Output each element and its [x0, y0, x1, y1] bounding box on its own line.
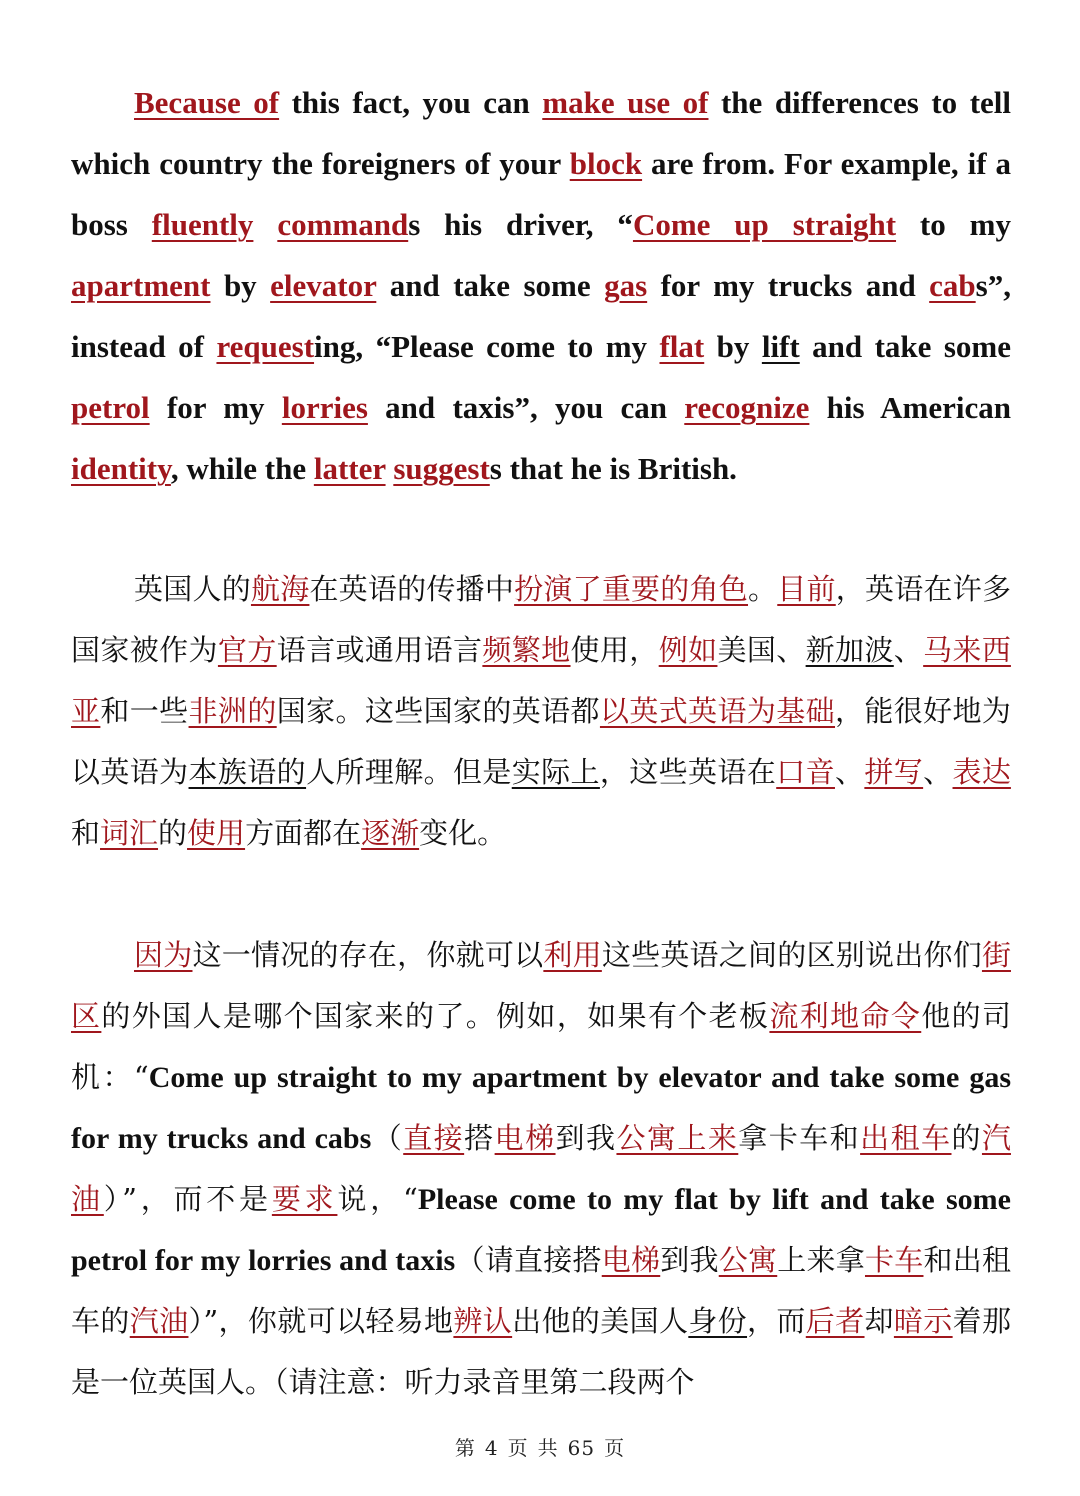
keyword-highlight: 扮演了重要的角色 [514, 572, 749, 606]
text-run: 、 [834, 755, 865, 789]
keyword-highlight: 例如 [658, 633, 718, 667]
text-run: and take some [376, 268, 605, 303]
keyword-highlight: 出租车 [860, 1121, 952, 1155]
text-run: ，这些英语在 [599, 755, 777, 789]
keyword-highlight: identity [71, 451, 171, 486]
text-run: the differences to tell which country the foreigners of your [71, 85, 1011, 181]
text-run: , while the [170, 451, 314, 486]
text-run: by [210, 268, 271, 303]
text-run: s his driver, “ [408, 207, 633, 242]
keyword-highlight: 使用 [187, 816, 246, 850]
underlined-text: 身份 [688, 1304, 748, 1338]
keyword-highlight: 电梯 [601, 1243, 661, 1277]
text-run: （ [371, 1121, 404, 1155]
text-run: 上来拿 [777, 1243, 865, 1277]
footer-page-number: 4 [484, 1436, 499, 1460]
text-run: 。 [748, 572, 778, 606]
text-run: 这一情况的存在，你就可以 [192, 938, 544, 972]
keyword-highlight: 公寓上来 [616, 1121, 739, 1155]
text-run: ）”，你就可以轻易地 [188, 1304, 454, 1338]
text-run: 美国、 [717, 633, 806, 667]
text-run: this fact, you can [279, 85, 543, 120]
text-run: s that he is British. [489, 451, 737, 486]
keyword-highlight: 汽油 [71, 1121, 1011, 1216]
text-run: and take some [799, 329, 1011, 364]
text-run: are from. For example, if a boss [71, 146, 1011, 242]
keyword-highlight: 卡车 [864, 1243, 924, 1277]
text-run: for my [149, 390, 282, 425]
text-run: Please come to my flat by lift and take some petrol for my lorries and taxis [71, 1183, 1011, 1277]
text-run: ，而 [747, 1304, 806, 1338]
keyword-highlight: 直接 [403, 1121, 465, 1155]
footer-total-prefix: 共 [537, 1436, 559, 1460]
text-run: 英国人的 [134, 572, 251, 606]
text-run: 搭 [464, 1121, 495, 1155]
keyword-highlight: 后者 [805, 1304, 865, 1338]
keyword-highlight: 汽油 [129, 1304, 189, 1338]
text-run: 的 [951, 1121, 982, 1155]
keyword-highlight: 要求 [271, 1182, 338, 1216]
text-run: ing, “Please come to my [314, 329, 660, 364]
text-run: Come up straight to my apartment by elevator and take some gas for my trucks and cabs [71, 1061, 1011, 1155]
keyword-highlight: 航海 [250, 572, 310, 606]
keyword-highlight: 拼写 [864, 755, 924, 789]
keyword-highlight: lorries [281, 390, 368, 425]
keyword-highlight: latter [313, 451, 386, 486]
underlined-text: lift [761, 329, 800, 364]
keyword-highlight: suggest [393, 451, 490, 486]
keyword-highlight: 马来西亚 [71, 633, 1011, 728]
paragraph-chinese-2 [71, 925, 1011, 1413]
footer-prefix: 第 [454, 1436, 476, 1460]
underlined-text: 实际上 [511, 755, 600, 789]
text-run: 出他的美国人 [512, 1304, 689, 1338]
text-run: ，英语在许多国家被作为 [71, 572, 1011, 667]
keyword-highlight: 词汇 [100, 816, 159, 850]
page-footer [0, 1432, 1080, 1461]
keyword-highlight: block [569, 146, 643, 181]
text-run: （请直接搭 [455, 1243, 602, 1277]
text-run: 和出租车的 [71, 1243, 1011, 1338]
footer-suffix: 页 [604, 1436, 626, 1460]
text-run: 这些英语之间的区别说出你们 [601, 938, 982, 972]
text-run: 到我 [555, 1121, 617, 1155]
keyword-highlight: 口音 [776, 755, 835, 789]
text-run: by [704, 329, 762, 364]
text-run: to my [896, 207, 1011, 242]
text-run: s”, instead of [71, 268, 1011, 364]
footer-total-pages: 65 [567, 1436, 596, 1460]
keyword-highlight: command [277, 207, 409, 242]
text-run: 拿卡车和 [738, 1121, 861, 1155]
keyword-highlight: 街区 [71, 938, 1011, 1033]
keyword-highlight: flat [659, 329, 705, 364]
text-run [253, 207, 277, 242]
text-run: 的 [158, 816, 188, 850]
keyword-highlight: petrol [71, 390, 150, 425]
text-run: 使用， [570, 633, 659, 667]
keyword-highlight: request [216, 329, 315, 364]
text-run: 着那是一位英国人。（请注意：听力录音里第二段两个 [71, 1304, 1011, 1399]
text-run: 变化。 [419, 816, 507, 850]
keyword-highlight: 流利地命令 [769, 999, 922, 1033]
keyword-highlight: fluently [151, 207, 254, 242]
text-run: ，能很好地为以英语为 [71, 694, 1011, 789]
text-run: 人所理解。但是 [306, 755, 512, 789]
keyword-highlight: Come up straight [632, 207, 897, 242]
keyword-highlight: recognize [684, 390, 810, 425]
text-run: 说，“ [337, 1182, 418, 1216]
keyword-highlight: 以英式英语为基础 [599, 694, 836, 728]
keyword-highlight: 官方 [217, 633, 277, 667]
keyword-highlight: apartment [71, 268, 211, 303]
keyword-highlight: make use of [542, 85, 709, 120]
text-run: 语言或通用语言 [276, 633, 483, 667]
keyword-highlight: 表达 [952, 755, 1011, 789]
text-run: ）”，而不是 [103, 1182, 272, 1216]
keyword-highlight: 因为 [134, 938, 193, 972]
keyword-highlight: 公寓 [718, 1243, 778, 1277]
text-run: 方面都在 [245, 816, 362, 850]
paragraph-chinese-1 [71, 559, 1011, 864]
text-run: 、 [893, 633, 924, 667]
text-run: 的外国人是哪个国家来的了。例如，如果有个老板 [101, 999, 770, 1033]
underlined-text: 新加波 [805, 633, 894, 667]
text-run: 在英语的传播中 [309, 572, 515, 606]
text-run: 他的司机：“ [71, 999, 1011, 1094]
keyword-highlight: 电梯 [494, 1121, 556, 1155]
paragraph-english [71, 72, 1011, 499]
text-run: for my trucks and [647, 268, 930, 303]
keyword-highlight: gas [604, 268, 648, 303]
text-run: and taxis”, you can [367, 390, 685, 425]
text-run: 和 [71, 816, 101, 850]
keyword-highlight: cab [929, 268, 976, 303]
text-run: 、 [923, 755, 953, 789]
keyword-highlight: 逐渐 [361, 816, 420, 850]
keyword-highlight: Because of [134, 85, 280, 120]
keyword-highlight: elevator [270, 268, 377, 303]
keyword-highlight: 非洲的 [188, 694, 277, 728]
text-run: 和一些 [100, 694, 189, 728]
keyword-highlight: 辨认 [453, 1304, 513, 1338]
keyword-highlight: 暗示 [893, 1304, 953, 1338]
footer-page-label: 页 [507, 1436, 529, 1460]
keyword-highlight: 目前 [777, 572, 836, 606]
keyword-highlight: 频繁地 [482, 633, 571, 667]
text-run: 到我 [660, 1243, 719, 1277]
text-run: 却 [864, 1304, 894, 1338]
text-run: his American [809, 390, 1011, 425]
keyword-highlight: 利用 [543, 938, 602, 972]
text-run: 国家。这些国家的英语都 [276, 694, 600, 728]
underlined-text: 本族语的 [188, 755, 307, 789]
